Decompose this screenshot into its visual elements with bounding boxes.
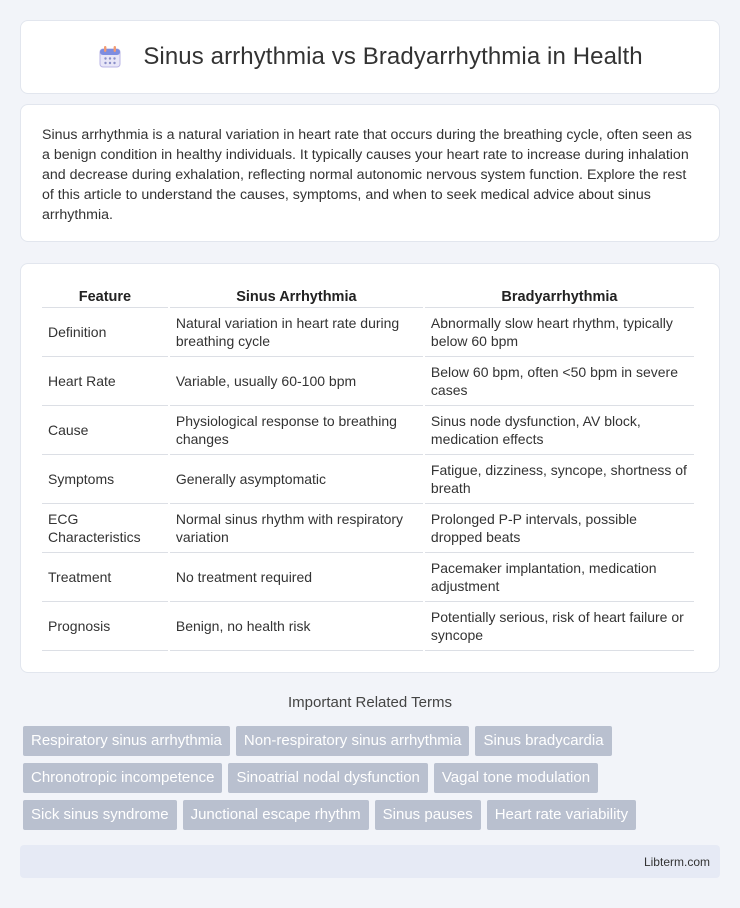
header-sinus-arrhythmia: Sinus Arrhythmia: [170, 286, 423, 308]
related-term-tag[interactable]: Sinus bradycardia: [475, 726, 611, 756]
related-term-tag[interactable]: Sinoatrial nodal dysfunction: [228, 763, 427, 793]
brady-cell: Abnormally slow heart rhythm, typically below 60 bpm: [425, 308, 694, 357]
table-row: [42, 504, 694, 553]
header-feature: Feature: [42, 286, 168, 308]
table-row: [42, 455, 694, 504]
brady-cell: Sinus node dysfunction, AV block, medication effects: [425, 406, 694, 455]
title-wrap: [97, 43, 642, 71]
feature-cell: Cause: [42, 406, 168, 455]
brady-cell: Potentially serious, risk of heart failure or syncope: [425, 602, 694, 651]
table-row: [42, 602, 694, 651]
header-bradyarrhythmia: Bradyarrhythmia: [425, 286, 694, 308]
feature-cell: Symptoms: [42, 455, 168, 504]
related-terms-heading: Important Related Terms: [288, 694, 452, 711]
comparison-table: [40, 286, 696, 651]
footer-site-link[interactable]: Libterm.com: [643, 854, 710, 869]
sinus-cell: Normal sinus rhythm with respiratory variation: [170, 504, 423, 553]
related-term-tag[interactable]: Vagal tone modulation: [434, 763, 598, 793]
table-row: [42, 308, 694, 357]
tag-row: [23, 800, 723, 830]
calendar-icon: [97, 44, 123, 70]
related-terms-list: [23, 726, 723, 837]
feature-cell: Prognosis: [42, 602, 168, 651]
page-title: Sinus arrhythmia vs Bradyarrhythmia in Health: [143, 43, 643, 70]
brady-cell: Fatigue, dizziness, syncope, shortness of breath: [425, 455, 694, 504]
related-term-tag[interactable]: Junctional escape rhythm: [183, 800, 369, 830]
feature-cell: Heart Rate: [42, 357, 168, 406]
tag-row: [23, 763, 723, 793]
table-row: [42, 553, 694, 602]
sinus-cell: Generally asymptomatic: [170, 455, 423, 504]
intro-paragraph: Sinus arrhythmia is a natural variation in heart rate that occurs during the breathing cycle, often seen as a benign condition in healthy individuals. It typically causes your heart rate to increase during inhalation and decrease during exhalation, reflecting normal autonomic nervous system function. Explore the rest of this article to understand the causes, symptoms, and when to seek medical advice about sinus arrhythmia.: [42, 127, 692, 223]
sinus-cell: Natural variation in heart rate during breathing cycle: [170, 308, 423, 357]
sinus-cell: No treatment required: [170, 553, 423, 602]
sinus-cell: Benign, no health risk: [170, 602, 423, 651]
feature-cell: Treatment: [42, 553, 168, 602]
sinus-cell: Physiological response to breathing changes: [170, 406, 423, 455]
table-row: [42, 406, 694, 455]
table-header-row: [42, 286, 694, 308]
tag-row: [23, 726, 723, 756]
feature-cell: ECG Characteristics: [42, 504, 168, 553]
intro-card: [20, 104, 720, 242]
related-term-tag[interactable]: Non-respiratory sinus arrhythmia: [236, 726, 470, 756]
related-term-tag[interactable]: Heart rate variability: [487, 800, 636, 830]
brady-cell: Below 60 bpm, often <50 bpm in severe cases: [425, 357, 694, 406]
feature-cell: Definition: [42, 308, 168, 357]
footer: [20, 845, 720, 878]
related-term-tag[interactable]: Sick sinus syndrome: [23, 800, 177, 830]
brady-cell: Prolonged P-P intervals, possible dropped beats: [425, 504, 694, 553]
table-row: [42, 357, 694, 406]
brady-cell: Pacemaker implantation, medication adjustment: [425, 553, 694, 602]
comparison-card: [20, 263, 720, 673]
header-card: [20, 20, 720, 94]
related-term-tag[interactable]: Sinus pauses: [375, 800, 481, 830]
related-term-tag[interactable]: Respiratory sinus arrhythmia: [23, 726, 230, 756]
related-term-tag[interactable]: Chronotropic incompetence: [23, 763, 222, 793]
sinus-cell: Variable, usually 60-100 bpm: [170, 357, 423, 406]
